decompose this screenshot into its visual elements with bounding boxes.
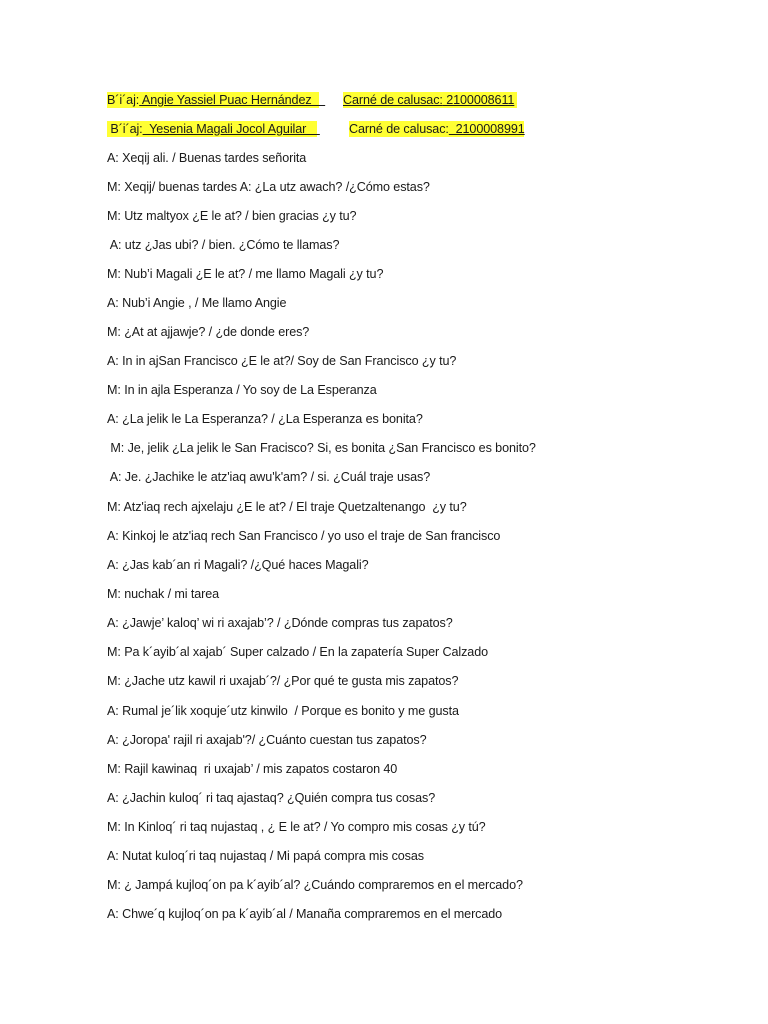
dialogue-line: A: ¿Joropa' rajil ri axajab'?/ ¿Cuánto cuestan tus zapatos? [107,733,427,747]
dialogue-line: M: nuchak / mi tarea [107,587,220,601]
header-1-name-highlight [107,92,326,108]
header-2-label: B´i´aj: [107,122,143,136]
dialogue-line: M: Atz'iaq rech ajxelaju ¿E le at? / El traje Quetzaltenango ¿y tu? [107,500,467,514]
dialogue-line: M: In in ajla Esperanza / Yo soy de La Esperanza [107,383,377,397]
dialogue-line: A: In in ajSan Francisco ¿E le at?/ Soy de San Francisco ¿y tu? [107,354,457,368]
dialogue-line: A: ¿Jawje’ kaloq’ wi ri axajab’? / ¿Dónde compras tus zapatos? [107,616,453,630]
header-2-name-highlight [107,121,320,137]
dialogue-line: M: Xeqij/ buenas tardes A: ¿La utz awach? /¿Cómo estas? [107,180,430,194]
header-2-name: Yesenia Magali Jocol Aguilar [142,122,320,136]
header-line-2 [107,121,527,137]
dialogue-line: A: Je. ¿Jachike le atz'iaq awu'k'am? / si. ¿Cuál traje usas? [107,470,431,484]
dialogue-line: A: ¿La jelik le La Esperanza? / ¿La Esperanza es bonita? [107,412,423,426]
header-2-carne-highlight [349,121,524,137]
dialogue-line: M: ¿ Jampá kujloq´on pa k´ayib´al? ¿Cuándo compraremos en el mercado? [107,878,523,892]
header-2-carne-value: 2100008991 [448,122,525,136]
dialogue-line: A: Nutat kuloq´ri taq nujastaq / Mi papá compra mis cosas [107,849,424,863]
dialogue-line: A: Xeqij ali. / Buenas tardes señorita [107,151,307,165]
header-1-carne-label: Carné de calusac: [343,93,443,107]
dialogue-line: A: Rumal je´lik xoquje´utz kinwilo / Porque es bonito y me gusta [107,704,459,718]
header-1-carne-value: 2100008611 [442,93,515,107]
dialogue-line: M: Rajil kawinaq ri uxajab’ / mis zapatos costaron 40 [107,762,398,776]
dialogue-line: M: ¿At at ajjawje? / ¿de donde eres? [107,325,310,339]
header-line-1 [107,92,527,108]
dialogue-line: A: Nub’i Angie , / Me llamo Angie [107,296,287,310]
dialogue-line: M: Utz maltyox ¿E le at? / bien gracias ¿y tu? [107,209,357,223]
dialogue-line: A: Chwe´q kujloq´on pa k´ayib´al / Manaña compraremos en el mercado [107,907,503,921]
header-2-carne-label: Carné de calusac: [349,122,449,136]
dialogue-line: A: Kinkoj le atz'iaq rech San Francisco / yo uso el traje de San francisco [107,529,501,543]
dialogue-line: A: utz ¿Jas ubi? / bien. ¿Cómo te llamas? [107,238,340,252]
header-1-label: B´i´aj: [107,93,140,107]
header-1-carne-highlight [343,92,517,108]
dialogue-line: A: ¿Jachin kuloq´ ri taq ajastaq? ¿Quién compra tus cosas? [107,791,436,805]
header-1-name: Angie Yassiel Puac Hernández [139,93,326,107]
dialogue-line: A: ¿Jas kab´an ri Magali? /¿Qué haces Magali? [107,558,369,572]
dialogue-line: M: Pa k´ayib´al xajab´ Super calzado / En la zapatería Super Calzado [107,645,489,659]
dialogue-line: M: In Kinloq´ ri taq nujastaq , ¿ E le at? / Yo compro mis cosas ¿y tú? [107,820,486,834]
dialogue-line: M: ¿Jache utz kawil ri uxajab´?/ ¿Por qué te gusta mis zapatos? [107,674,459,688]
dialogue-line: M: Je, jelik ¿La jelik le San Fracisco? Si, es bonita ¿San Francisco es bonito? [107,441,536,455]
dialogue-line: M: Nub’i Magali ¿E le at? / me llamo Magali ¿y tu? [107,267,384,281]
